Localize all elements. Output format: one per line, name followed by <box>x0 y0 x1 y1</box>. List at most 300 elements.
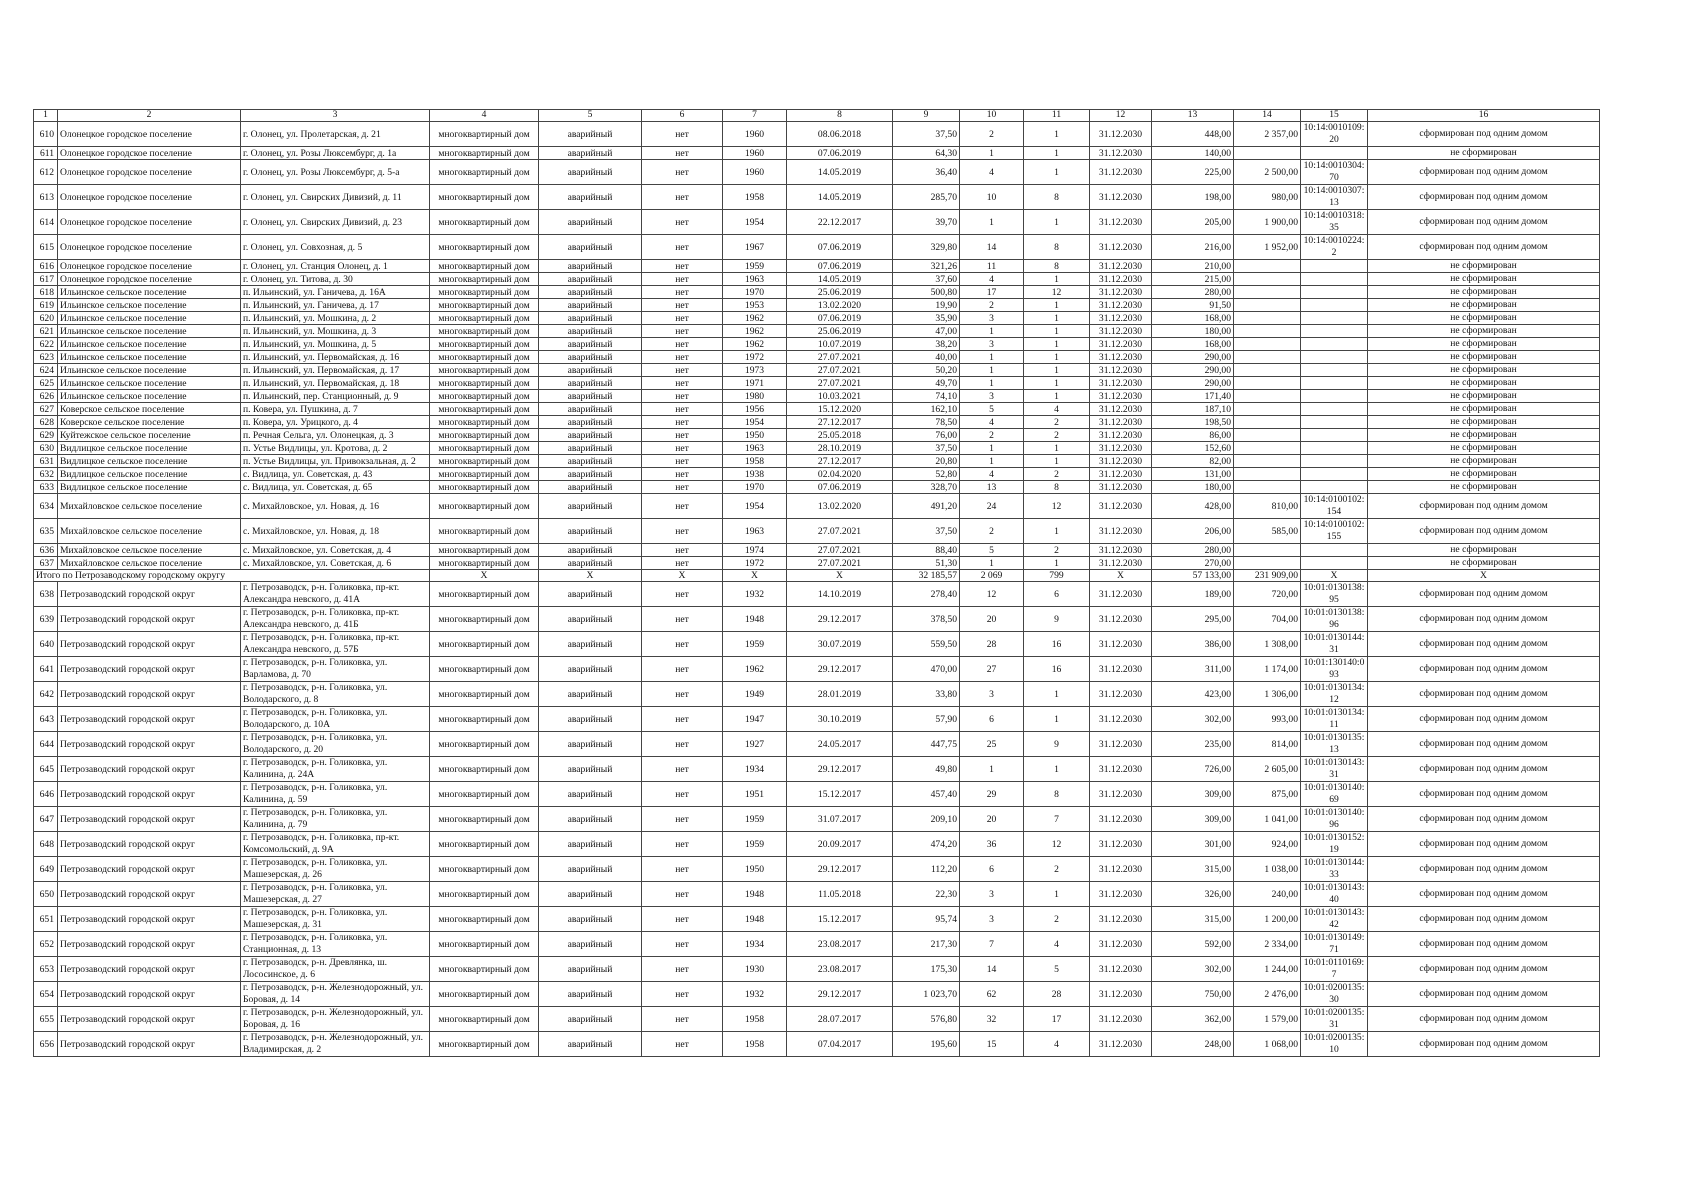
cell-col-16: не сформирован <box>1368 403 1600 416</box>
cell-col-16: сформирован под одним домом <box>1368 932 1600 957</box>
cell-col-4: многоквартирный дом <box>430 338 539 351</box>
cell-col-4: многоквартирный дом <box>430 557 539 570</box>
cell-col-7: 1950 <box>723 857 787 882</box>
cell-col-15: 10:01:0110169:7 <box>1301 957 1368 982</box>
cell-col-3: г. Олонец, ул. Розы Люксембург, д. 1а <box>241 147 430 160</box>
cell-col-5: аварийный <box>539 364 642 377</box>
cell-col-4: многоквартирный дом <box>430 351 539 364</box>
cell-col-15: 10:01:0130143:31 <box>1301 757 1368 782</box>
cell-col-15 <box>1301 299 1368 312</box>
cell-col-15 <box>1301 429 1368 442</box>
cell-col-6: нет <box>642 857 723 882</box>
cell-col-2: Петрозаводский городской округ <box>58 1007 241 1032</box>
cell-col-16: сформирован под одним домом <box>1368 907 1600 932</box>
cell-col-4: многоквартирный дом <box>430 429 539 442</box>
cell-col-14: 1 952,00 <box>1234 235 1301 260</box>
cell-col-7: 1958 <box>723 1007 787 1032</box>
cell-col-2: Петрозаводский городской округ <box>58 857 241 882</box>
cell-col-12: 31.12.2030 <box>1090 429 1152 442</box>
cell-col-16: не сформирован <box>1368 481 1600 494</box>
cell-col-6: нет <box>642 351 723 364</box>
cell-col-12: 31.12.2030 <box>1090 757 1152 782</box>
cell-col-1: 634 <box>34 494 58 519</box>
cell-col-11: 8 <box>1024 185 1090 210</box>
cell-col-13: 171,40 <box>1152 390 1234 403</box>
cell-col-6: нет <box>642 682 723 707</box>
cell-col-13: 315,00 <box>1152 857 1234 882</box>
cell-col-10: 3 <box>960 338 1024 351</box>
cell-col-6: нет <box>642 932 723 957</box>
cell-col-10: 62 <box>960 982 1024 1007</box>
cell-col-12: 31.12.2030 <box>1090 481 1152 494</box>
table-row <box>34 160 1600 185</box>
cell-col-6: нет <box>642 390 723 403</box>
cell-col-6: нет <box>642 377 723 390</box>
cell-col-1: 621 <box>34 325 58 338</box>
cell-col-16: не сформирован <box>1368 338 1600 351</box>
table-row <box>34 657 1600 682</box>
cell-col-12: 31.12.2030 <box>1090 273 1152 286</box>
table-row <box>34 299 1600 312</box>
cell-col-8: 29.12.2017 <box>787 657 893 682</box>
cell-col-7: 1972 <box>723 351 787 364</box>
cell-col-4: многоквартирный дом <box>430 544 539 557</box>
cell-col-8: 28.01.2019 <box>787 682 893 707</box>
cell-col-15: 10:01:0130140:96 <box>1301 807 1368 832</box>
cell-col-4: многоквартирный дом <box>430 982 539 1007</box>
cell-col-11: 12 <box>1024 286 1090 299</box>
cell-col-15: 10:14:0010318:35 <box>1301 210 1368 235</box>
cell-col-13: 326,00 <box>1152 882 1234 907</box>
cell-col-13: 386,00 <box>1152 632 1234 657</box>
cell-col-3: г. Олонец, ул. Совхозная, д. 5 <box>241 235 430 260</box>
cell-col-3: п. Ильинский, ул. Ганичева, д. 17 <box>241 299 430 312</box>
cell-col-3: с. Видлица, ул. Советская, д. 43 <box>241 468 430 481</box>
cell-col-13: 180,00 <box>1152 481 1234 494</box>
cell-col-4: многоквартирный дом <box>430 286 539 299</box>
cell-col-2: Петрозаводский городской округ <box>58 957 241 982</box>
cell-col-8: 07.06.2019 <box>787 312 893 325</box>
cell-col-11: 16 <box>1024 657 1090 682</box>
cell-col-11: 1 <box>1024 299 1090 312</box>
cell-col-9: 328,70 <box>893 481 960 494</box>
total-cell-col-7: X <box>723 570 787 582</box>
table-row <box>34 757 1600 782</box>
cell-col-1: 656 <box>34 1032 58 1057</box>
table-row <box>34 390 1600 403</box>
cell-col-3: г. Олонец, ул. Розы Люксембург, д. 5-а <box>241 160 430 185</box>
cell-col-16: сформирован под одним домом <box>1368 782 1600 807</box>
cell-col-11: 4 <box>1024 403 1090 416</box>
cell-col-1: 613 <box>34 185 58 210</box>
cell-col-10: 20 <box>960 807 1024 832</box>
cell-col-14: 1 041,00 <box>1234 807 1301 832</box>
cell-col-4: многоквартирный дом <box>430 582 539 607</box>
cell-col-11: 1 <box>1024 364 1090 377</box>
cell-col-2: Ильинское сельское поселение <box>58 338 241 351</box>
cell-col-13: 225,00 <box>1152 160 1234 185</box>
cell-col-10: 2 <box>960 429 1024 442</box>
cell-col-2: Петрозаводский городской округ <box>58 682 241 707</box>
cell-col-9: 50,20 <box>893 364 960 377</box>
cell-col-14 <box>1234 273 1301 286</box>
cell-col-9: 78,50 <box>893 416 960 429</box>
cell-col-11: 1 <box>1024 682 1090 707</box>
cell-col-6: нет <box>642 312 723 325</box>
cell-col-15 <box>1301 557 1368 570</box>
total-cell-col-4: X <box>430 570 539 582</box>
cell-col-2: Ильинское сельское поселение <box>58 325 241 338</box>
cell-col-3: г. Олонец, ул. Титова, д. 30 <box>241 273 430 286</box>
cell-col-14 <box>1234 442 1301 455</box>
cell-col-13: 205,00 <box>1152 210 1234 235</box>
cell-col-16: не сформирован <box>1368 390 1600 403</box>
cell-col-8: 30.07.2019 <box>787 632 893 657</box>
cell-col-2: Ильинское сельское поселение <box>58 364 241 377</box>
table-row <box>34 377 1600 390</box>
cell-col-11: 5 <box>1024 957 1090 982</box>
cell-col-10: 15 <box>960 1032 1024 1057</box>
cell-col-3: г. Петрозаводск, р-н. Голиковка, пр-кт. Александра невского, д. 41А <box>241 582 430 607</box>
cell-col-10: 20 <box>960 607 1024 632</box>
cell-col-6: нет <box>642 907 723 932</box>
cell-col-5: аварийный <box>539 235 642 260</box>
cell-col-1: 625 <box>34 377 58 390</box>
cell-col-11: 1 <box>1024 273 1090 286</box>
cell-col-6: нет <box>642 832 723 857</box>
cell-col-9: 88,40 <box>893 544 960 557</box>
cell-col-16: не сформирован <box>1368 325 1600 338</box>
cell-col-5: аварийный <box>539 481 642 494</box>
cell-col-11: 9 <box>1024 607 1090 632</box>
cell-col-1: 622 <box>34 338 58 351</box>
cell-col-12: 31.12.2030 <box>1090 403 1152 416</box>
cell-col-8: 28.10.2019 <box>787 442 893 455</box>
cell-col-6: нет <box>642 210 723 235</box>
cell-col-2: Олонецкое городское поселение <box>58 235 241 260</box>
cell-col-5: аварийный <box>539 1007 642 1032</box>
cell-col-3: г. Петрозаводск, р-н. Голиковка, ул. Калинина, д. 79 <box>241 807 430 832</box>
cell-col-10: 3 <box>960 312 1024 325</box>
cell-col-16: сформирован под одним домом <box>1368 807 1600 832</box>
cell-col-10: 13 <box>960 481 1024 494</box>
cell-col-10: 4 <box>960 273 1024 286</box>
cell-col-15 <box>1301 325 1368 338</box>
cell-col-8: 07.04.2017 <box>787 1032 893 1057</box>
cell-col-3: г. Петрозаводск, р-н. Голиковка, ул. Машезерская, д. 26 <box>241 857 430 882</box>
cell-col-5: аварийный <box>539 468 642 481</box>
cell-col-3: г. Олонец, ул. Свирских Дивизий, д. 11 <box>241 185 430 210</box>
cell-col-16: не сформирован <box>1368 468 1600 481</box>
cell-col-2: Олонецкое городское поселение <box>58 122 241 147</box>
cell-col-15 <box>1301 338 1368 351</box>
column-number-2: 2 <box>58 110 241 122</box>
cell-col-14 <box>1234 286 1301 299</box>
cell-col-11: 1 <box>1024 351 1090 364</box>
cell-col-11: 1 <box>1024 557 1090 570</box>
cell-col-8: 15.12.2017 <box>787 907 893 932</box>
cell-col-16: не сформирован <box>1368 260 1600 273</box>
cell-col-13: 215,00 <box>1152 273 1234 286</box>
cell-col-2: Ильинское сельское поселение <box>58 351 241 364</box>
cell-col-13: 168,00 <box>1152 312 1234 325</box>
cell-col-14: 1 068,00 <box>1234 1032 1301 1057</box>
cell-col-3: г. Петрозаводск, р-н. Голиковка, ул. Калинина, д. 24А <box>241 757 430 782</box>
cell-col-10: 1 <box>960 455 1024 468</box>
cell-col-3: п. Ильинский, ул. Ганичева, д. 16А <box>241 286 430 299</box>
cell-col-4: многоквартирный дом <box>430 1007 539 1032</box>
cell-col-14: 993,00 <box>1234 707 1301 732</box>
cell-col-9: 321,26 <box>893 260 960 273</box>
cell-col-4: многоквартирный дом <box>430 185 539 210</box>
cell-col-10: 36 <box>960 832 1024 857</box>
cell-col-13: 290,00 <box>1152 364 1234 377</box>
cell-col-1: 648 <box>34 832 58 857</box>
cell-col-15: 10:01:0130143:42 <box>1301 907 1368 932</box>
cell-col-15: 10:01:0130138:96 <box>1301 607 1368 632</box>
cell-col-11: 9 <box>1024 732 1090 757</box>
cell-col-10: 10 <box>960 185 1024 210</box>
cell-col-11: 2 <box>1024 416 1090 429</box>
table-row <box>34 707 1600 732</box>
cell-col-3: г. Петрозаводск, р-н. Голиковка, ул. Станционная, д. 13 <box>241 932 430 957</box>
cell-col-14 <box>1234 557 1301 570</box>
cell-col-7: 1956 <box>723 403 787 416</box>
cell-col-4: многоквартирный дом <box>430 416 539 429</box>
cell-col-2: Петрозаводский городской округ <box>58 882 241 907</box>
cell-col-7: 1950 <box>723 429 787 442</box>
total-row-label: Итого по Петрозаводскому городскому округу <box>34 570 430 582</box>
cell-col-13: 82,00 <box>1152 455 1234 468</box>
cell-col-16: сформирован под одним домом <box>1368 957 1600 982</box>
cell-col-8: 28.07.2017 <box>787 1007 893 1032</box>
cell-col-10: 12 <box>960 582 1024 607</box>
cell-col-11: 16 <box>1024 632 1090 657</box>
cell-col-5: аварийный <box>539 544 642 557</box>
cell-col-9: 20,80 <box>893 455 960 468</box>
cell-col-7: 1947 <box>723 707 787 732</box>
cell-col-14: 875,00 <box>1234 782 1301 807</box>
cell-col-15: 10:01:0130138:95 <box>1301 582 1368 607</box>
cell-col-1: 633 <box>34 481 58 494</box>
cell-col-16: не сформирован <box>1368 544 1600 557</box>
column-number-header-row <box>34 110 1600 122</box>
cell-col-14: 2 357,00 <box>1234 122 1301 147</box>
table-row <box>34 732 1600 757</box>
cell-col-11: 1 <box>1024 312 1090 325</box>
cell-col-9: 37,50 <box>893 442 960 455</box>
cell-col-14: 2 500,00 <box>1234 160 1301 185</box>
cell-col-14 <box>1234 299 1301 312</box>
cell-col-2: Куйтежское сельское поселение <box>58 429 241 442</box>
cell-col-2: Олонецкое городское поселение <box>58 210 241 235</box>
cell-col-12: 31.12.2030 <box>1090 416 1152 429</box>
cell-col-16: сформирован под одним домом <box>1368 1007 1600 1032</box>
cell-col-6: нет <box>642 468 723 481</box>
cell-col-9: 112,20 <box>893 857 960 882</box>
cell-col-5: аварийный <box>539 273 642 286</box>
cell-col-7: 1960 <box>723 122 787 147</box>
cell-col-5: аварийный <box>539 390 642 403</box>
cell-col-15 <box>1301 286 1368 299</box>
cell-col-3: г. Петрозаводск, р-н. Древлянка, ш. Лососинское, д. 6 <box>241 957 430 982</box>
cell-col-1: 638 <box>34 582 58 607</box>
cell-col-13: 423,00 <box>1152 682 1234 707</box>
cell-col-11: 2 <box>1024 544 1090 557</box>
column-number-8: 8 <box>787 110 893 122</box>
cell-col-11: 8 <box>1024 260 1090 273</box>
cell-col-4: многоквартирный дом <box>430 882 539 907</box>
cell-col-9: 33,80 <box>893 682 960 707</box>
cell-col-7: 1954 <box>723 416 787 429</box>
cell-col-16: не сформирован <box>1368 312 1600 325</box>
table-row <box>34 1007 1600 1032</box>
cell-col-3: г. Петрозаводск, р-н. Голиковка, пр-кт. Комсомольский, д. 9А <box>241 832 430 857</box>
cell-col-12: 31.12.2030 <box>1090 582 1152 607</box>
cell-col-7: 1953 <box>723 299 787 312</box>
cell-col-1: 652 <box>34 932 58 957</box>
cell-col-13: 592,00 <box>1152 932 1234 957</box>
cell-col-1: 623 <box>34 351 58 364</box>
cell-col-11: 2 <box>1024 468 1090 481</box>
cell-col-12: 31.12.2030 <box>1090 544 1152 557</box>
cell-col-9: 64,30 <box>893 147 960 160</box>
cell-col-3: п. Устье Видлицы, ул. Привокзальная, д. 2 <box>241 455 430 468</box>
cell-col-2: Петрозаводский городской округ <box>58 807 241 832</box>
cell-col-9: 378,50 <box>893 607 960 632</box>
cell-col-1: 640 <box>34 632 58 657</box>
cell-col-6: нет <box>642 882 723 907</box>
cell-col-12: 31.12.2030 <box>1090 557 1152 570</box>
cell-col-5: аварийный <box>539 160 642 185</box>
total-cell-col-13: 57 133,00 <box>1152 570 1234 582</box>
cell-col-10: 14 <box>960 235 1024 260</box>
cell-col-15: 10:01:0200135:31 <box>1301 1007 1368 1032</box>
cell-col-11: 1 <box>1024 160 1090 185</box>
cell-col-12: 31.12.2030 <box>1090 455 1152 468</box>
cell-col-16: сформирован под одним домом <box>1368 682 1600 707</box>
cell-col-2: Олонецкое городское поселение <box>58 147 241 160</box>
cell-col-7: 1967 <box>723 235 787 260</box>
table-row <box>34 807 1600 832</box>
cell-col-9: 40,00 <box>893 351 960 364</box>
cell-col-7: 1954 <box>723 494 787 519</box>
cell-col-5: аварийный <box>539 932 642 957</box>
cell-col-10: 1 <box>960 442 1024 455</box>
cell-col-10: 2 <box>960 299 1024 312</box>
cell-col-1: 641 <box>34 657 58 682</box>
cell-col-13: 280,00 <box>1152 544 1234 557</box>
cell-col-1: 624 <box>34 364 58 377</box>
cell-col-10: 1 <box>960 364 1024 377</box>
cell-col-11: 28 <box>1024 982 1090 1007</box>
cell-col-15 <box>1301 364 1368 377</box>
cell-col-4: многоквартирный дом <box>430 732 539 757</box>
cell-col-8: 07.06.2019 <box>787 260 893 273</box>
cell-col-7: 1932 <box>723 582 787 607</box>
cell-col-11: 1 <box>1024 377 1090 390</box>
cell-col-3: г. Петрозаводск, р-н. Голиковка, ул. Володарского, д. 10А <box>241 707 430 732</box>
cell-col-3: г. Петрозаводск, р-н. Голиковка, ул. Варламова, д. 70 <box>241 657 430 682</box>
cell-col-10: 4 <box>960 468 1024 481</box>
cell-col-16: сформирован под одним домом <box>1368 632 1600 657</box>
cell-col-9: 491,20 <box>893 494 960 519</box>
cell-col-7: 1959 <box>723 807 787 832</box>
total-cell-col-5: X <box>539 570 642 582</box>
cell-col-9: 36,40 <box>893 160 960 185</box>
cell-col-6: нет <box>642 782 723 807</box>
cell-col-14 <box>1234 455 1301 468</box>
cell-col-3: г. Петрозаводск, р-н. Железнодорожный, ул. Владимирская, д. 2 <box>241 1032 430 1057</box>
table-row <box>34 185 1600 210</box>
cell-col-13: 726,00 <box>1152 757 1234 782</box>
cell-col-5: аварийный <box>539 907 642 932</box>
cell-col-8: 13.02.2020 <box>787 299 893 312</box>
cell-col-9: 329,80 <box>893 235 960 260</box>
cell-col-6: нет <box>642 481 723 494</box>
total-cell-col-16: X <box>1368 570 1600 582</box>
cell-col-12: 31.12.2030 <box>1090 632 1152 657</box>
cell-col-6: нет <box>642 403 723 416</box>
cell-col-12: 31.12.2030 <box>1090 494 1152 519</box>
cell-col-5: аварийный <box>539 122 642 147</box>
cell-col-8: 08.06.2018 <box>787 122 893 147</box>
cell-col-1: 655 <box>34 1007 58 1032</box>
cell-col-4: многоквартирный дом <box>430 807 539 832</box>
cell-col-16: сформирован под одним домом <box>1368 757 1600 782</box>
cell-col-15: 10:01:130140:093 <box>1301 657 1368 682</box>
cell-col-12: 31.12.2030 <box>1090 1032 1152 1057</box>
cell-col-11: 1 <box>1024 707 1090 732</box>
cell-col-15 <box>1301 416 1368 429</box>
cell-col-7: 1959 <box>723 832 787 857</box>
cell-col-2: Петрозаводский городской округ <box>58 1032 241 1057</box>
cell-col-3: с. Видлица, ул. Советская, д. 65 <box>241 481 430 494</box>
cell-col-14: 1 038,00 <box>1234 857 1301 882</box>
cell-col-2: Михайловское сельское поселение <box>58 494 241 519</box>
cell-col-4: многоквартирный дом <box>430 907 539 932</box>
cell-col-10: 1 <box>960 557 1024 570</box>
cell-col-6: нет <box>642 957 723 982</box>
cell-col-9: 37,50 <box>893 122 960 147</box>
cell-col-9: 209,10 <box>893 807 960 832</box>
cell-col-9: 175,30 <box>893 957 960 982</box>
cell-col-12: 31.12.2030 <box>1090 286 1152 299</box>
cell-col-14: 720,00 <box>1234 582 1301 607</box>
cell-col-4: многоквартирный дом <box>430 494 539 519</box>
housing-register-table <box>33 109 1600 1057</box>
cell-col-15: 10:01:0130152:19 <box>1301 832 1368 857</box>
cell-col-12: 31.12.2030 <box>1090 707 1152 732</box>
cell-col-2: Ильинское сельское поселение <box>58 299 241 312</box>
cell-col-4: многоквартирный дом <box>430 390 539 403</box>
cell-col-15: 10:01:0130143:40 <box>1301 882 1368 907</box>
cell-col-7: 1954 <box>723 210 787 235</box>
cell-col-8: 15.12.2020 <box>787 403 893 416</box>
cell-col-15: 10:01:0200135:30 <box>1301 982 1368 1007</box>
cell-col-8: 25.06.2019 <box>787 286 893 299</box>
column-number-3: 3 <box>241 110 430 122</box>
cell-col-8: 25.05.2018 <box>787 429 893 442</box>
cell-col-3: г. Петрозаводск, р-н. Голиковка, ул. Калинина, д. 59 <box>241 782 430 807</box>
cell-col-12: 31.12.2030 <box>1090 468 1152 481</box>
cell-col-13: 309,00 <box>1152 782 1234 807</box>
cell-col-2: Видлицкое сельское поселение <box>58 455 241 468</box>
cell-col-5: аварийный <box>539 707 642 732</box>
cell-col-6: нет <box>642 325 723 338</box>
cell-col-3: п. Устье Видлицы, ул. Кротова, д. 2 <box>241 442 430 455</box>
cell-col-6: нет <box>642 494 723 519</box>
